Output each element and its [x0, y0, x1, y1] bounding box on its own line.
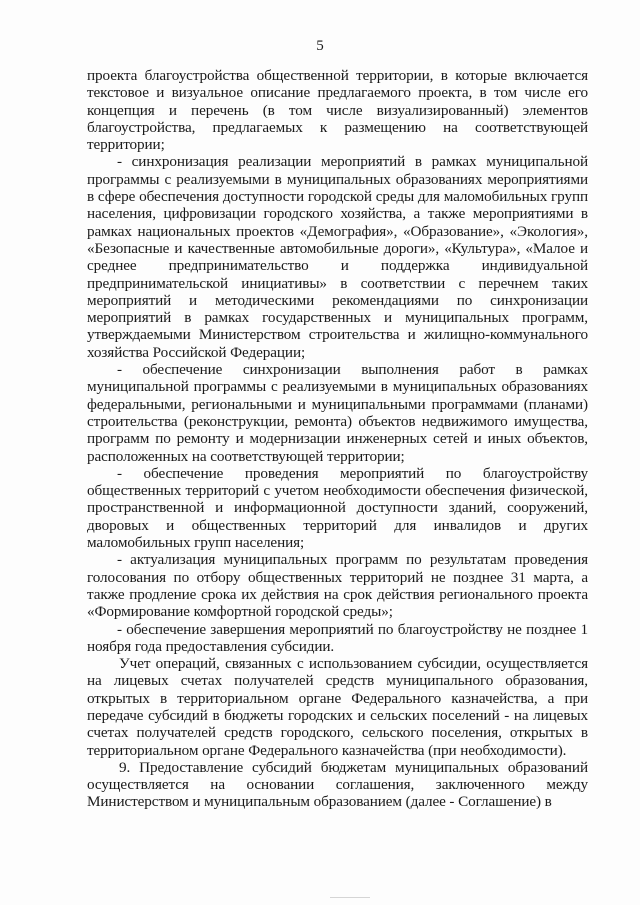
list-item-synchronization: - синхронизация реализации мероприятий в рамках муниципальной программы с реализуемыми в муниципальных образованиях мероприятиями в сфере обеспечения доступности городской среды для маломобильных групп населения, цифровизации городского хозяйства, а также мероприятиями в рамках национальных проектов «Демография», «Образование», «Экология», «Безопасные и качественные автомобильные дороги», «Культура», «Малое и среднее предпринимательство и поддержка индивидуальной предпринимательской инициативы» в соответствии с перечнем таких мероприятий и методическими рекомендациями по синхронизации мероприятий в рамках государственных и муниципальных программ, утверждаемыми Министерством строительства и жилищно-коммунального хозяйства Российской Федерации; [87, 153, 588, 361]
list-item-accessibility: - обеспечение проведения мероприятий по благоустройству общественных территорий с учетом необходимости обеспечения физической, пространственной и информационной доступности зданий, сооружений, дворовых и общественных территорий для инвалидов и других маломобильных групп населения; [87, 464, 588, 552]
paragraph-accounting: Учет операций, связанных с использованием субсидии, осуществляется на лицевых счетах получателей средств муниципального образования, открытых в территориальном органе Федерального казначейства, а при передаче субсидий в бюджеты городских и сельских поселений - на лицевых счетах получателей средств городского, сельского поселения, открытых в территориальном органе Федерального казначейства (при необходимости). [87, 655, 588, 759]
document-body [87, 67, 588, 811]
paragraph-project-description: проекта благоустройства общественной территории, в которые включается текстовое и визуальное описание предлагаемого проекта, в том числе его концепция и перечень (в том числе визуализированный) элементов благоустройства, предлагаемых к размещению на соответствующей территории; [87, 67, 588, 154]
list-item-program-update: - актуализация муниципальных программ по результатам проведения голосования по отбору общественных территорий не позднее 31 марта, а также продление срока их действия на срок действия регионального проекта «Формирование комфортной городской среды»; [87, 551, 588, 621]
list-item-works-synchronization: - обеспечение синхронизации выполнения работ в рамках муниципальной программы с реализуемыми в муниципальных образованиях федеральными, региональными и муниципальными программами (планами) строительства (реконструкции, ремонта) объектов недвижимого имущества, программ по ремонту и модернизации инженерных сетей и иных объектов, расположенных на соответствующей территории; [87, 361, 588, 465]
scan-artifact-line [330, 897, 370, 898]
list-item-completion-deadline: - обеспечение завершения мероприятий по благоустройству не позднее 1 ноября года предоставления субсидии. [87, 620, 588, 655]
paragraph-section-9: 9. Предоставление субсидий бюджетам муниципальных образований осуществляется на основании соглашения, заключенного между Министерством и муниципальным образованием (далее - Соглашение) в [87, 758, 588, 811]
page-number: 5 [316, 38, 324, 54]
